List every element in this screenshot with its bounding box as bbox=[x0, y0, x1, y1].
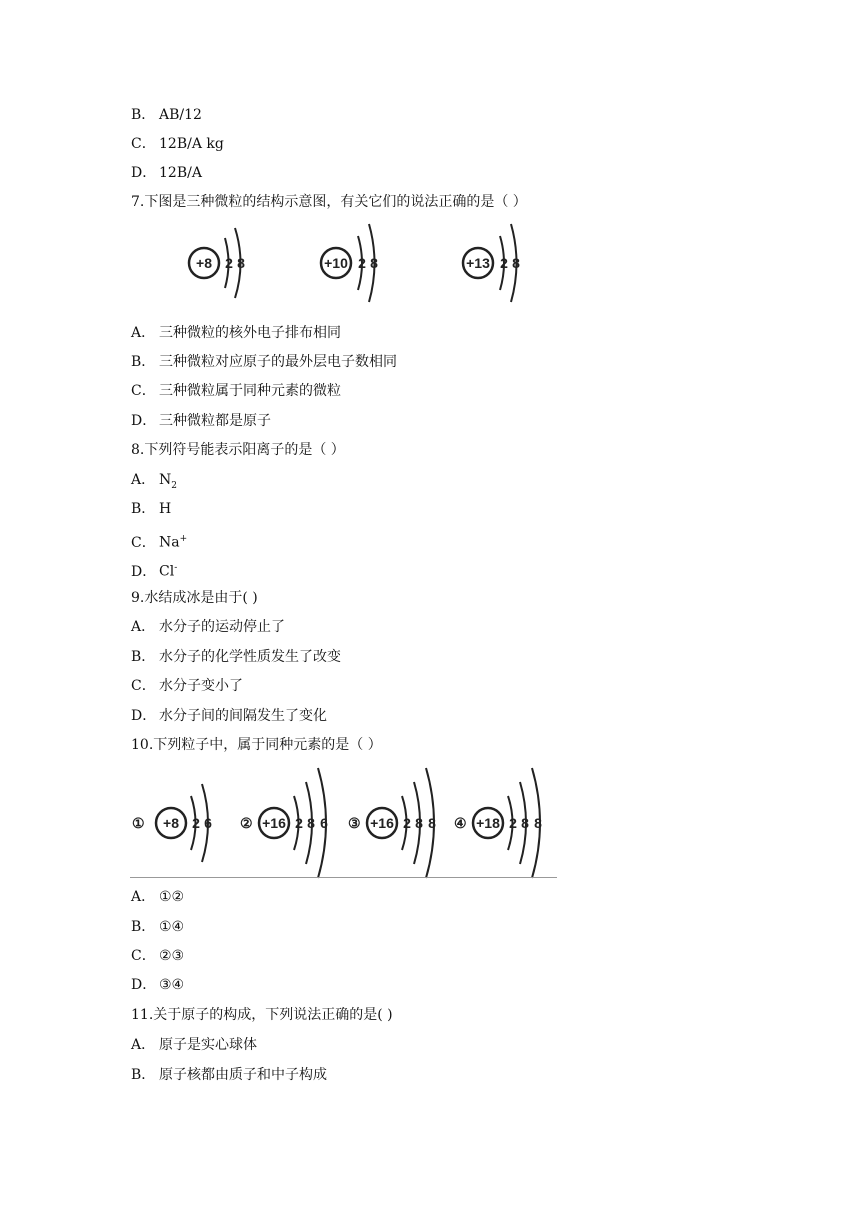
option-text: ①④ bbox=[159, 919, 185, 935]
q10-particle-2 bbox=[240, 768, 328, 878]
option-label: C． bbox=[131, 948, 156, 964]
option-label: B． bbox=[131, 107, 156, 123]
particle-index: ② bbox=[240, 815, 253, 831]
q8-option-d bbox=[131, 559, 177, 581]
q9-option-d bbox=[131, 707, 327, 725]
q10-particle-1 bbox=[132, 784, 212, 862]
q6-option-b bbox=[131, 106, 202, 124]
option-label: B． bbox=[131, 501, 156, 517]
option-label: B． bbox=[131, 354, 156, 370]
q10-structure-diagrams bbox=[130, 762, 560, 880]
shell-electrons: 8 bbox=[237, 255, 245, 271]
option-text: 三种微粒属于同种元素的微粒 bbox=[159, 383, 341, 399]
shell-electrons: 8 bbox=[521, 815, 529, 831]
option-text: 水分子变小了 bbox=[159, 678, 243, 694]
option-label: D． bbox=[131, 413, 157, 429]
q8-option-a bbox=[131, 471, 177, 495]
formula-superscript: + bbox=[179, 534, 188, 544]
option-label: D． bbox=[131, 165, 157, 181]
q7-option-a bbox=[131, 324, 341, 342]
nucleus-charge: +8 bbox=[163, 815, 179, 831]
nucleus-charge: +8 bbox=[196, 255, 212, 271]
option-label: A． bbox=[131, 889, 156, 905]
q7-option-b bbox=[131, 353, 397, 371]
q10-option-d bbox=[131, 976, 184, 994]
shell-electrons: 6 bbox=[204, 815, 212, 831]
option-label: D． bbox=[131, 977, 157, 993]
option-text: ②③ bbox=[159, 948, 185, 964]
q8-stem: 8.下列符号能表示阳离子的是（ ） bbox=[131, 442, 345, 458]
q10-option-c bbox=[131, 947, 184, 965]
shell-electrons: 8 bbox=[370, 255, 378, 271]
option-text: ①② bbox=[159, 889, 185, 905]
q9-option-a bbox=[131, 618, 285, 636]
q10-particle-3 bbox=[348, 768, 436, 878]
formula-main: Na bbox=[159, 534, 180, 551]
q8-option-b bbox=[131, 500, 171, 518]
option-label: A． bbox=[131, 619, 156, 635]
q10-option-b bbox=[131, 918, 184, 936]
option-label: C． bbox=[131, 534, 156, 551]
option-label: B． bbox=[131, 1067, 156, 1083]
option-text: 水分子间的间隔发生了变化 bbox=[159, 708, 327, 724]
shell-electrons: 2 bbox=[225, 255, 233, 271]
particle-index: ④ bbox=[454, 815, 467, 831]
q10-particle-4 bbox=[454, 768, 542, 878]
option-text: 三种微粒的核外电子排布相同 bbox=[159, 325, 341, 341]
q10-diagram bbox=[130, 762, 560, 880]
option-text: AB/12 bbox=[159, 107, 202, 123]
shell-electrons: 2 bbox=[358, 255, 366, 271]
option-text: 三种微粒对应原子的最外层电子数相同 bbox=[159, 354, 397, 370]
option-label: B． bbox=[131, 919, 156, 935]
q7-option-c bbox=[131, 382, 341, 400]
shell-electrons: 8 bbox=[415, 815, 423, 831]
particle-index: ③ bbox=[348, 815, 361, 831]
option-text: 三种微粒都是原子 bbox=[159, 413, 271, 429]
q7-option-d bbox=[131, 412, 271, 430]
option-label: A． bbox=[131, 325, 156, 341]
option-text: 12B/A kg bbox=[159, 136, 224, 152]
q7-structure-diagrams bbox=[180, 218, 560, 310]
option-label: C． bbox=[131, 678, 156, 694]
shell-electrons: 2 bbox=[500, 255, 508, 271]
q9-option-b bbox=[131, 648, 341, 666]
q6-option-d bbox=[131, 164, 202, 182]
option-label: D． bbox=[131, 563, 157, 580]
nucleus-charge: +16 bbox=[262, 815, 286, 831]
shell-electrons: 8 bbox=[428, 815, 436, 831]
particle-index: ① bbox=[132, 815, 145, 831]
q11-option-b bbox=[131, 1066, 327, 1084]
q7-stem: 7.下图是三种微粒的结构示意图，有关它们的说法正确的是（ ） bbox=[131, 194, 527, 210]
option-label: A． bbox=[131, 472, 156, 488]
diagram-baseline-rule bbox=[130, 877, 557, 878]
nucleus-charge: +10 bbox=[324, 255, 348, 271]
option-label: A． bbox=[131, 1037, 156, 1053]
option-text: 原子是实心球体 bbox=[159, 1037, 257, 1053]
formula-main: H bbox=[159, 501, 172, 517]
formula-main: N bbox=[159, 472, 172, 488]
q7-particle-2 bbox=[321, 224, 378, 302]
shell-electrons: 2 bbox=[295, 815, 303, 831]
q6-option-c bbox=[131, 135, 224, 153]
formula-superscript: - bbox=[174, 563, 178, 573]
option-label: B． bbox=[131, 649, 156, 665]
shell-electrons: 2 bbox=[509, 815, 517, 831]
q10-option-a bbox=[131, 888, 184, 906]
q7-particle-3 bbox=[463, 224, 520, 302]
option-text: 水分子的运动停止了 bbox=[159, 619, 285, 635]
option-text: ③④ bbox=[159, 977, 185, 993]
shell-electrons: 8 bbox=[307, 815, 315, 831]
q7-diagram bbox=[180, 218, 560, 310]
q8-option-c bbox=[131, 530, 187, 552]
option-label: D． bbox=[131, 708, 157, 724]
q7-particle-1 bbox=[189, 228, 245, 298]
nucleus-charge: +18 bbox=[476, 815, 500, 831]
nucleus-charge: +16 bbox=[370, 815, 394, 831]
option-text: 水分子的化学性质发生了改变 bbox=[159, 649, 341, 665]
q9-stem: 9.水结成冰是由于( ) bbox=[131, 590, 258, 606]
nucleus-charge: +13 bbox=[466, 255, 490, 271]
shell-electrons: 8 bbox=[534, 815, 542, 831]
q11-stem: 11.关于原子的构成，下列说法正确的是( ) bbox=[131, 1007, 393, 1023]
shell-electrons: 2 bbox=[192, 815, 200, 831]
formula-main: Cl bbox=[159, 563, 175, 580]
shell-electrons: 2 bbox=[403, 815, 411, 831]
shell-electrons: 6 bbox=[320, 815, 328, 831]
formula-subscript: 2 bbox=[171, 480, 177, 491]
q9-option-c bbox=[131, 677, 243, 695]
shell-electrons: 8 bbox=[512, 255, 520, 271]
option-text: 原子核都由质子和中子构成 bbox=[159, 1067, 327, 1083]
q11-option-a bbox=[131, 1036, 257, 1054]
q10-stem: 10.下列粒子中，属于同种元素的是（ ） bbox=[131, 737, 382, 753]
option-label: C． bbox=[131, 383, 156, 399]
option-text: 12B/A bbox=[159, 165, 202, 181]
option-label: C． bbox=[131, 136, 156, 152]
